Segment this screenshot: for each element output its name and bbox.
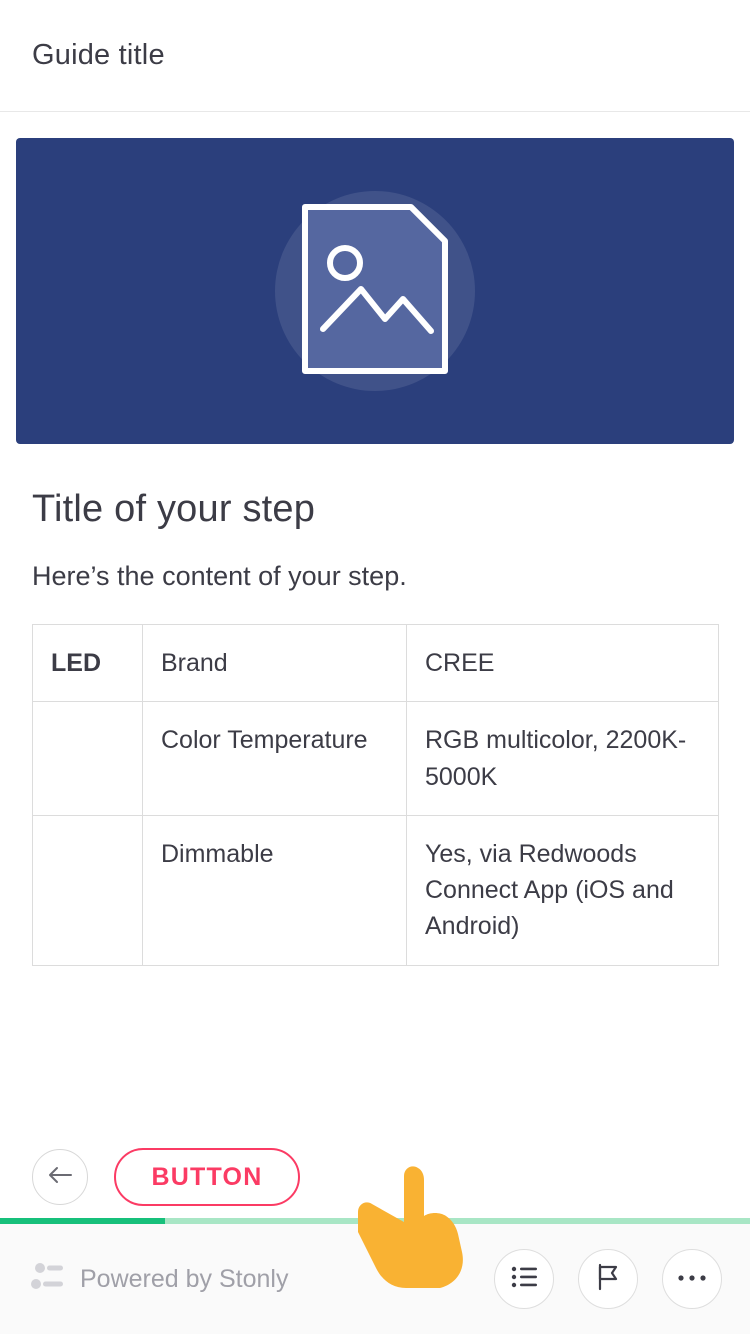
table-cell: Brand <box>143 625 407 702</box>
table-cell: Color Temperature <box>143 702 407 816</box>
table-row <box>33 625 719 702</box>
powered-by-label: Powered by Stonly <box>80 1264 289 1293</box>
arrow-left-icon <box>47 1165 73 1190</box>
bottom-actions <box>494 1249 722 1309</box>
table-cell: RGB multicolor, 2200K-5000K <box>407 702 719 816</box>
header <box>0 0 750 112</box>
bottom-bar <box>0 1224 750 1334</box>
page-title: Guide title <box>32 39 165 71</box>
table-cell: LED <box>33 625 143 702</box>
list-icon <box>510 1265 538 1294</box>
step-body-text: Here’s the content of your step. <box>32 561 407 591</box>
spec-table <box>32 624 719 966</box>
back-button[interactable] <box>32 1149 88 1205</box>
table-cell: CREE <box>407 625 719 702</box>
table-cell <box>33 702 143 816</box>
powered-by-stonly[interactable] <box>28 1262 288 1297</box>
table-cell: Yes, via Redwoods Connect App (iOS and Android) <box>407 815 719 965</box>
navigation-row <box>0 1134 750 1220</box>
image-placeholder-icon <box>299 201 451 382</box>
more-dots-icon <box>677 1270 707 1288</box>
table-cell <box>33 815 143 965</box>
cta-button[interactable]: BUTTON <box>114 1148 300 1206</box>
stonly-logo-icon <box>28 1262 66 1297</box>
step-title: Title of your step <box>32 488 316 530</box>
more-options-button[interactable] <box>662 1249 722 1309</box>
table-row <box>33 702 719 816</box>
table-row <box>33 815 719 965</box>
hero-circle <box>275 191 475 391</box>
steps-list-button[interactable] <box>494 1249 554 1309</box>
flag-icon <box>595 1263 621 1296</box>
table-cell: Dimmable <box>143 815 407 965</box>
hero-image-placeholder <box>16 138 734 444</box>
report-button[interactable] <box>578 1249 638 1309</box>
